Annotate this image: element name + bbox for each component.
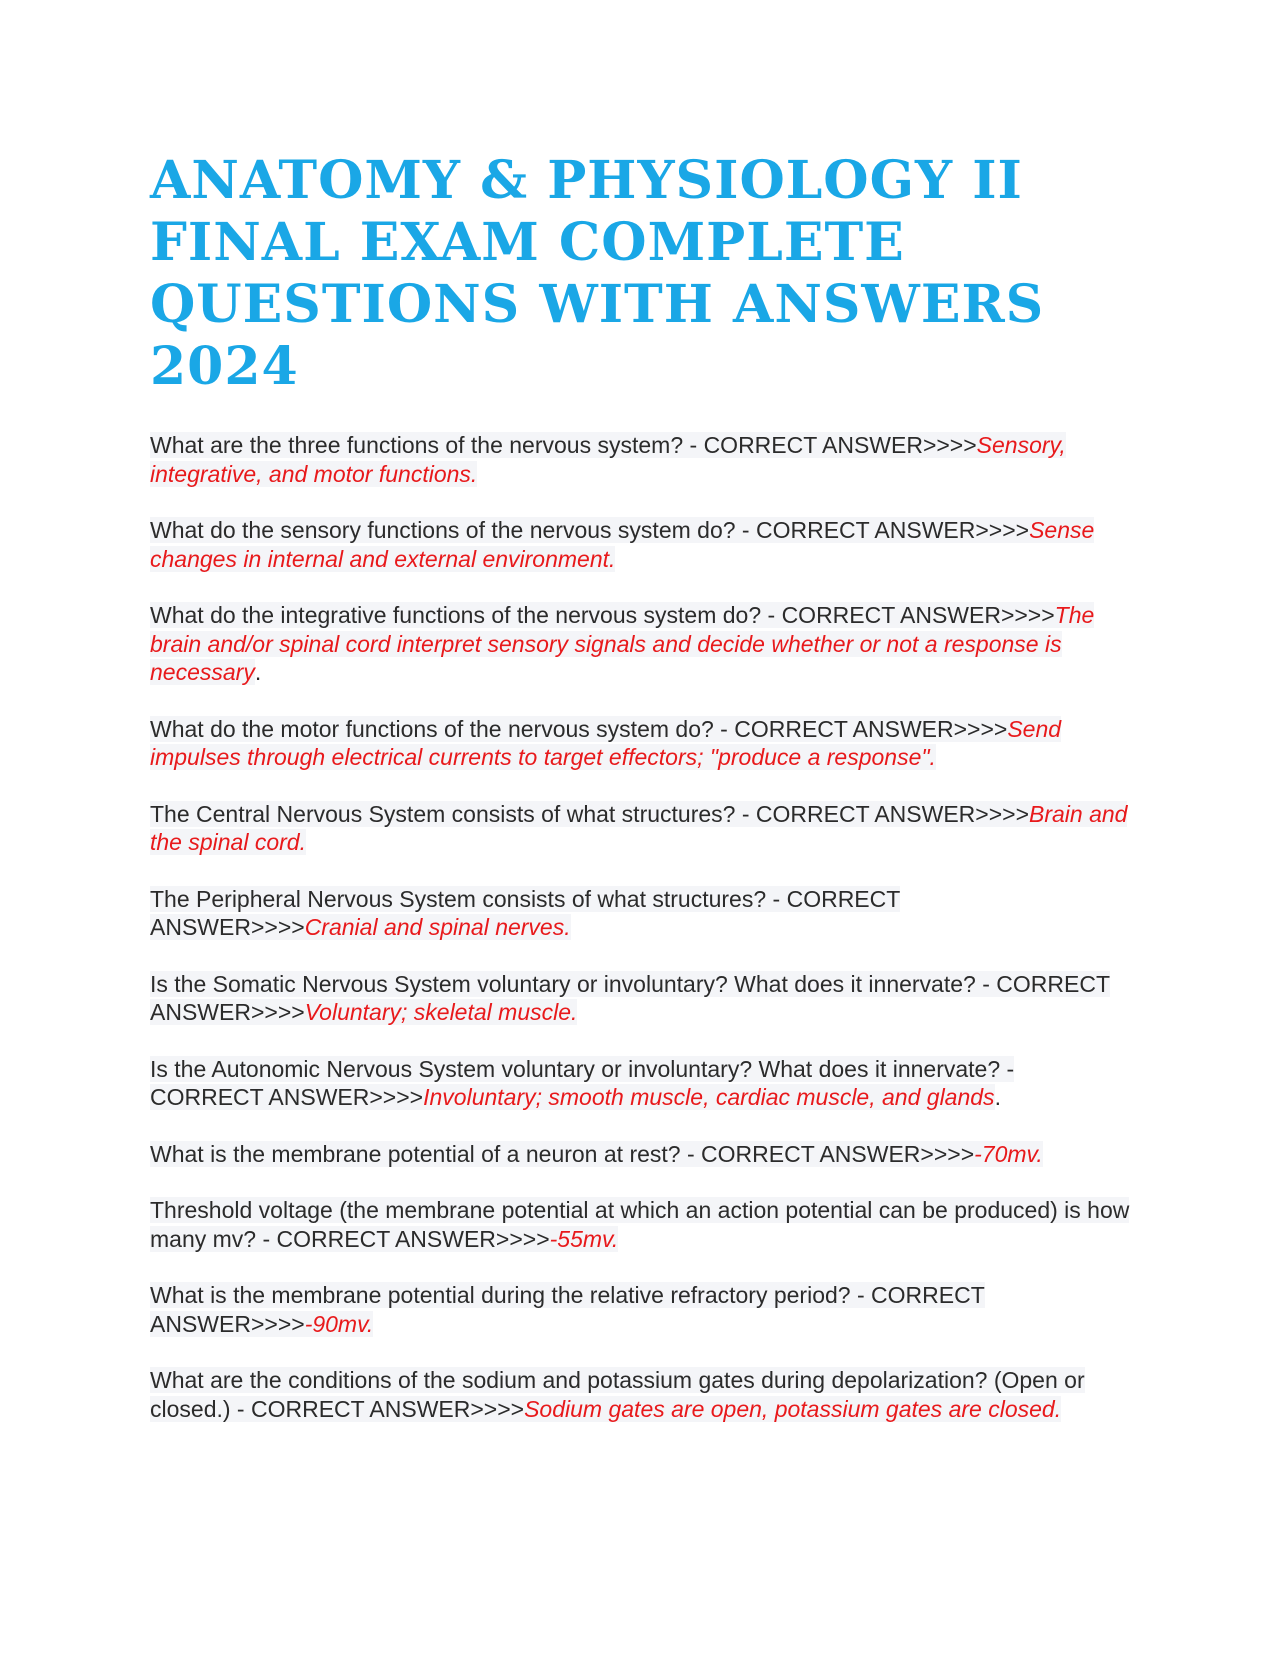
qa-item: [150, 800, 1130, 857]
answer-tail: .: [254, 659, 262, 685]
answer-text: Cranial and spinal nerves.: [304, 914, 571, 940]
answer-separator: - CORRECT ANSWER>>>>: [761, 602, 1055, 628]
qa-item: [150, 1196, 1130, 1253]
qa-item: [150, 431, 1130, 488]
question-text: Is the Autonomic Nervous System voluntary or involuntary? What does it innervate?: [150, 1055, 1001, 1082]
answer-separator: - CORRECT ANSWER>>>>: [735, 800, 1029, 827]
qa-item: [150, 601, 1130, 687]
answer-text: -70mv.: [974, 1140, 1043, 1167]
answer-tail: .: [994, 1084, 1001, 1110]
question-text: What are the three functions of the nervous system?: [150, 432, 684, 458]
qa-item: [150, 1366, 1130, 1423]
answer-text: Involuntary; smooth muscle, cardiac muscle, and glands: [423, 1084, 995, 1110]
qa-item: [150, 1055, 1130, 1112]
answer-separator: - CORRECT ANSWER>>>>: [150, 885, 901, 940]
qa-item: [150, 715, 1130, 772]
answer-separator: - CORRECT ANSWER>>>>: [735, 517, 1030, 543]
answer-separator: - CORRECT ANSWER>>>>: [256, 1225, 550, 1252]
answer-text: Sodium gates are open, potassium gates are closed.: [524, 1395, 1062, 1422]
answer-text: Send impulses through electrical currents to target effectors; "produce a response".: [150, 715, 1062, 770]
question-text: What do the sensory functions of the nervous system do?: [150, 517, 736, 543]
answer-text: -90mv.: [304, 1310, 374, 1337]
answer-separator: - CORRECT ANSWER>>>>: [150, 1282, 985, 1337]
answer-text: The brain and/or spinal cord interpret sensory signals and decide whether or not a response is necessary: [150, 602, 1095, 685]
question-text: The Peripheral Nervous System consists of what structures?: [150, 885, 767, 912]
qa-list: [150, 431, 1130, 1451]
answer-separator: - CORRECT ANSWER>>>>: [230, 1395, 525, 1422]
question-text: What is the membrane potential of a neuron at rest?: [150, 1140, 681, 1167]
question-text: What are the conditions of the sodium and potassium gates during depolarization? (Open or closed.): [150, 1367, 1085, 1422]
qa-item: [150, 1140, 1130, 1169]
question-text: What do the integrative functions of the nervous system do?: [150, 602, 762, 628]
question-text: Is the Somatic Nervous System voluntary or involuntary? What does it innervate?: [150, 970, 976, 997]
qa-item: [150, 885, 1130, 942]
question-text: What is the membrane potential during the relative refractory period?: [150, 1282, 851, 1308]
answer-text: Sense changes in internal and external environment.: [150, 517, 1095, 572]
question-text: The Central Nervous System consists of what structures?: [150, 800, 736, 827]
answer-text: Brain and the spinal cord.: [150, 800, 1128, 855]
question-text: What do the motor functions of the nervous system do?: [150, 715, 714, 742]
question-text: Threshold voltage (the membrane potential at which an action potential can be produced) is how many mv?: [150, 1197, 1130, 1252]
answer-text: Sensory, integrative, and motor functions.: [150, 432, 1066, 487]
qa-item: [150, 1281, 1130, 1338]
qa-item: [150, 516, 1130, 573]
answer-text: Voluntary; skeletal muscle.: [304, 999, 578, 1025]
answer-separator: - CORRECT ANSWER>>>>: [150, 970, 1110, 1025]
answer-separator: - CORRECT ANSWER>>>>: [713, 715, 1008, 742]
answer-separator: - CORRECT ANSWER>>>>: [683, 432, 977, 458]
qa-item: [150, 970, 1130, 1027]
answer-separator: - CORRECT ANSWER>>>>: [150, 1055, 1015, 1110]
document-title: ANATOMY & PHYSIOLOGY II FINAL EXAM COMPLETE QUESTIONS WITH ANSWERS 2024: [150, 150, 1045, 397]
answer-separator: - CORRECT ANSWER>>>>: [680, 1140, 975, 1167]
answer-text: -55mv.: [549, 1225, 619, 1252]
